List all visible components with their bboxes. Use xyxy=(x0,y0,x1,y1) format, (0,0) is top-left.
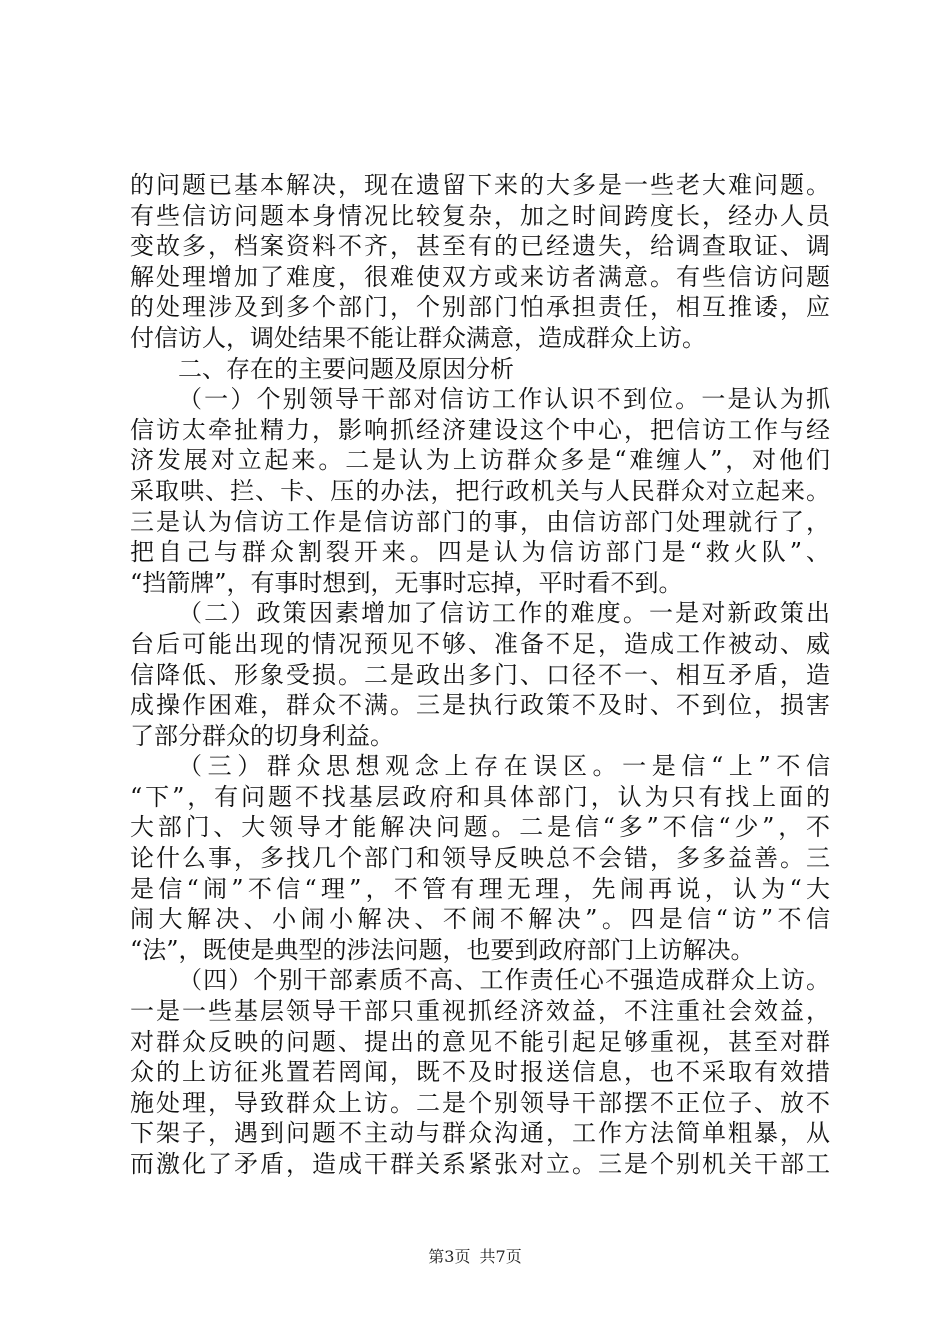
page-footer: 第3页 共7页 xyxy=(428,1247,522,1266)
text-line: 的处理涉及到多个部门，个别部门怕承担责任，相互推诿，应 xyxy=(130,293,830,322)
text-line: （四）个别干部素质不高、工作责任心不强造成群众上访。 xyxy=(178,966,830,995)
text-line: （三）群众思想观念上存在误区。一是信“上”不信 xyxy=(178,752,830,781)
text-line: 采取哄、拦、卡、压的办法，把行政机关与人民群众对立起来。 xyxy=(130,476,830,505)
text-line: 信降低、形象受损。二是政出多门、口径不一、相互矛盾，造 xyxy=(130,660,830,689)
text-line: 的问题已基本解决，现在遗留下来的大多是一些老大难问题。 xyxy=(130,171,830,199)
text-line: 是信“闹”不信“理”，不管有理无理，先闹再说，认为“大 xyxy=(130,874,830,903)
text-line: 施处理，导致群众上访。二是个别领导干部摆不正位子、放不 xyxy=(130,1088,830,1117)
text-line: 大部门、大领导才能解决问题。二是信“多”不信“少”，不 xyxy=(130,813,830,842)
text-line: 变故多，档案资料不齐，甚至有的已经遗失，给调查取证、调 xyxy=(130,232,830,261)
text-line: “挡箭牌”，有事时想到，无事时忘掉，平时看不到。 xyxy=(130,568,683,597)
text-line: 闹大解决、小闹小解决、不闹不解决”。四是信“访”不信 xyxy=(130,905,830,934)
text-line: “法”，既使是典型的涉法问题，也要到政府部门上访解决。 xyxy=(130,935,755,964)
text-line: 解处理增加了难度，很难使双方或来访者满意。有些信访问题 xyxy=(130,262,830,291)
text-line: （一）个别领导干部对信访工作认识不到位。一是认为抓 xyxy=(178,385,830,414)
text-line: 三是认为信访工作是信访部门的事，由信访部门处理就行了， xyxy=(130,507,830,536)
text-line: 把自己与群众割裂开来。四是认为信访部门是“救火队”、 xyxy=(130,538,830,567)
text-line: 对群众反映的问题、提出的意见不能引起足够重视，甚至对群 xyxy=(130,1027,830,1056)
text-line: （二）政策因素增加了信访工作的难度。一是对新政策出 xyxy=(178,599,830,628)
text-line: 二、存在的主要问题及原因分析 xyxy=(178,354,514,383)
text-line: 付信访人，调处结果不能让群众满意，造成群众上访。 xyxy=(130,323,706,352)
text-line: 一是一些基层领导干部只重视抓经济效益，不注重社会效益， xyxy=(130,997,830,1026)
body-text xyxy=(130,170,830,1180)
text-line: 成操作困难，群众不满。三是执行政策不及时、不到位，损害 xyxy=(130,691,830,720)
text-line: 众的上访征兆置若罔闻，既不及时报送信息，也不采取有效措 xyxy=(130,1058,830,1087)
text-line: 信访太牵扯精力，影响抓经济建设这个中心，把信访工作与经 xyxy=(130,415,830,444)
text-line: 了部分群众的切身利益。 xyxy=(130,721,394,750)
text-line: 有些信访问题本身情况比较复杂，加之时间跨度长，经办人员 xyxy=(130,201,830,230)
text-line: 论什么事，多找几个部门和领导反映总不会错，多多益善。三 xyxy=(130,844,830,873)
text-line: “下”，有问题不找基层政府和具体部门，认为只有找上面的 xyxy=(130,782,830,811)
text-line: 而激化了矛盾，造成干群关系紧张对立。三是个别机关干部工 xyxy=(130,1150,830,1178)
text-line: 济发展对立起来。二是认为上访群众多是“难缠人”，对他们 xyxy=(130,446,830,475)
text-line: 台后可能出现的情况预见不够、准备不足，造成工作被动、威 xyxy=(130,629,830,658)
text-line: 下架子，遇到问题不主动与群众沟通，工作方法简单粗暴，从 xyxy=(130,1119,830,1148)
